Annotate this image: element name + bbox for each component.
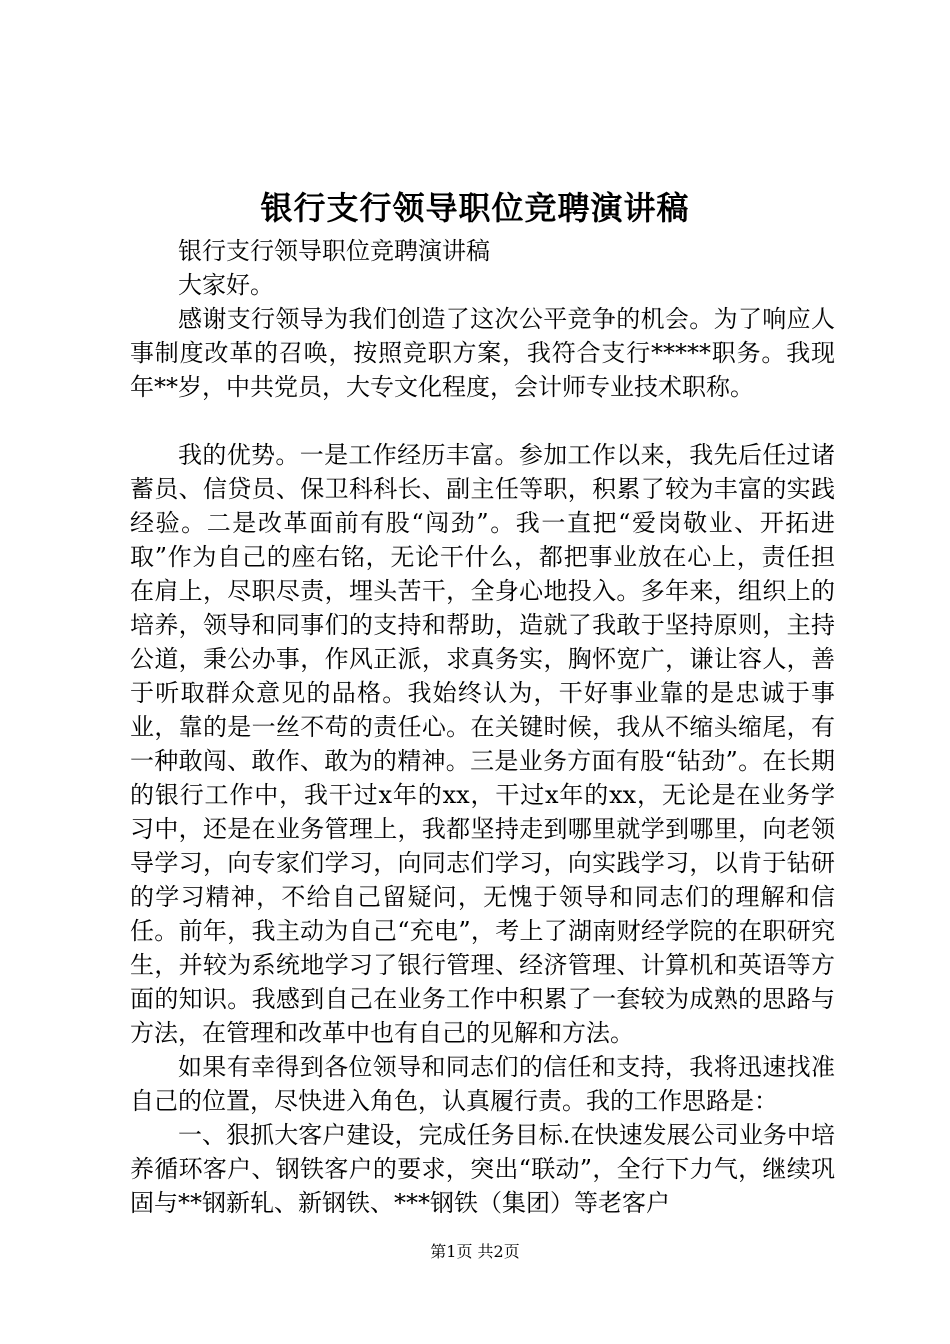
paragraph-subtitle: 银行支行领导职位竞聘演讲稿	[178, 237, 490, 265]
page-footer: 第1页 共2页	[430, 1242, 520, 1261]
paragraph-greeting: 大家好。	[178, 271, 274, 299]
paragraph-intro: 感谢支行领导为我们创造了这次公平竞争的机会。为了响应人事制度改革的召唤，按照竞职方案，我符合支行*****职务。我现年**岁，中共党员，大专文化程度，会计师专业技术职称。	[130, 305, 835, 401]
paragraph-strengths: 我的优势。一是工作经历丰富。参加工作以来，我先后任过诸蓄员、信贷员、保卫科科长、副主任等职，积累了较为丰富的实践经验。二是改革面前有股“闯劲”。我一直把“爱岗敬业、开拓进取”作为自己的座右铭，无论干什么，都把事业放在心上，责任担在肩上，尽职尽责，埋头苦干，全身心地投入。多年来，组织上的培养，领导和同事们的支持和帮助，造就了我敢于坚持原则，主持公道，秉公办事，作风正派，求真务实，胸怀宽广，谦让容人，善于听取群众意见的品格。我始终认为，干好事业靠的是忠诚于事业，靠的是一丝不苟的责任心。在关键时候，我从不缩头缩尾，有一种敢闯、敢作、敢为的精神。三是业务方面有股“钻劲”。在长期的银行工作中，我干过x年的xx，干过x年的xx，无论是在业务学习中，还是在业务管理上，我都坚持走到哪里就学到哪里，向老领导学习，向专家们学习，向同志们学习，向实践学习，以肯于钻研的学习精神，不给自己留疑问，无愧于领导和同志们的理解和信任。前年，我主动为自己“充电”，考上了湖南财经学院的在职研究生，并较为系统地学习了银行管理、经济管理、计算机和英语等方面的知识。我感到自己在业务工作中积累了一套较为成熟的思路与方法，在管理和改革中也有自己的见解和方法。	[130, 441, 835, 1047]
document-title: 银行支行领导职位竞聘演讲稿	[260, 189, 690, 227]
paragraph-plan-intro: 如果有幸得到各位领导和同志们的信任和支持，我将迅速找准自己的位置，尽快进入角色，认真履行责。我的工作思路是：	[130, 1053, 835, 1115]
document-body	[130, 234, 835, 1220]
paragraph-plan-item-1: 一、狠抓大客户建设，完成任务目标.在快速发展公司业务中培养循环客户、钢铁客户的要求，突出“联动”，全行下力气，继续巩固与**钢新轧、新钢铁、***钢铁（集团）等老客户	[130, 1121, 835, 1217]
